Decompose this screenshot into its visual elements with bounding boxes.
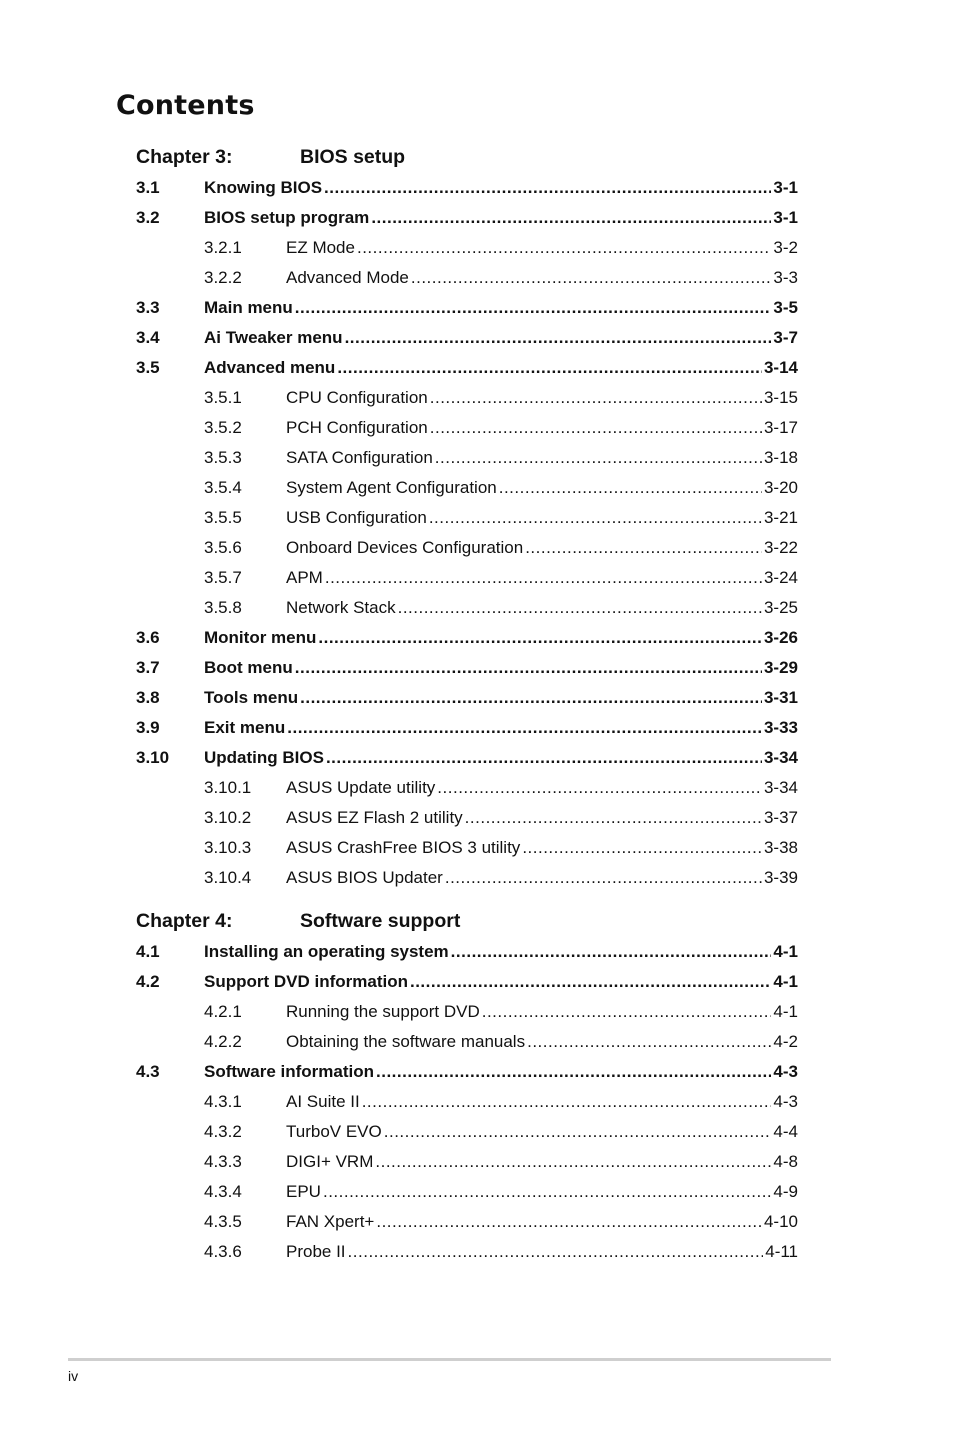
toc-entry-number: 3.4 bbox=[136, 328, 160, 347]
toc-entry-title: SATA Configuration bbox=[286, 448, 433, 467]
toc-entry-number: 3.10.2 bbox=[204, 808, 252, 827]
toc-entry-title: Running the support DVD bbox=[286, 1002, 480, 1021]
toc-subsection-entry[interactable] bbox=[136, 803, 798, 833]
toc-entry-number: 3.10.3 bbox=[204, 838, 252, 857]
toc-entry-number: 4.3 bbox=[136, 1062, 160, 1081]
toc-subsection-entry[interactable] bbox=[136, 863, 798, 893]
toc-entry-number: 3.5 bbox=[136, 358, 160, 377]
toc-subsection-entry[interactable] bbox=[136, 533, 798, 563]
toc-section-entry[interactable] bbox=[136, 323, 798, 353]
toc-entry-number: 3.2.1 bbox=[204, 238, 242, 257]
toc-entry-page: 3-3 bbox=[773, 268, 798, 287]
toc-subsection-entry[interactable] bbox=[136, 443, 798, 473]
toc-subsection-entry[interactable] bbox=[136, 233, 798, 263]
toc-entry-page: 3-26 bbox=[763, 628, 798, 647]
toc-entry-title: CPU Configuration bbox=[286, 388, 428, 407]
toc-entry-number: 4.3.2 bbox=[204, 1122, 242, 1141]
dot-leader bbox=[376, 1057, 771, 1087]
toc-entry-title: Network Stack bbox=[286, 598, 396, 617]
toc-entry-page: 4-1 bbox=[773, 972, 798, 991]
toc-entry-title: AI Suite II bbox=[286, 1092, 360, 1111]
dot-leader bbox=[324, 173, 771, 203]
table-of-contents bbox=[136, 141, 798, 1267]
toc-entry-number: 3.7 bbox=[136, 658, 160, 677]
toc-entry-number: 3.10.1 bbox=[204, 778, 252, 797]
toc-entry-number: 3.5.8 bbox=[204, 598, 242, 617]
toc-subsection-entry[interactable] bbox=[136, 833, 798, 863]
toc-entry-page: 3-31 bbox=[763, 688, 798, 707]
toc-subsection-entry[interactable] bbox=[136, 383, 798, 413]
toc-entry-number: 4.3.3 bbox=[204, 1152, 242, 1171]
toc-entry-number: 3.3 bbox=[136, 298, 160, 317]
toc-entry-title: Support DVD information bbox=[204, 972, 408, 991]
dot-leader bbox=[410, 967, 771, 997]
dot-leader bbox=[362, 1087, 772, 1117]
toc-section-entry[interactable] bbox=[136, 203, 798, 233]
dot-leader bbox=[376, 1207, 762, 1237]
toc-entry-page: 4-9 bbox=[773, 1182, 798, 1201]
toc-entry-title: Probe II bbox=[286, 1242, 346, 1261]
toc-section-entry[interactable] bbox=[136, 173, 798, 203]
dot-leader bbox=[375, 1147, 771, 1177]
toc-entry-title: Exit menu bbox=[204, 718, 286, 737]
toc-entry-title: TurboV EVO bbox=[286, 1122, 382, 1141]
toc-entry-number: 4.2 bbox=[136, 972, 160, 991]
chapter-title: BIOS setup bbox=[300, 146, 406, 168]
dot-leader bbox=[348, 1237, 764, 1267]
toc-section-entry[interactable] bbox=[136, 653, 798, 683]
toc-subsection-entry[interactable] bbox=[136, 1027, 798, 1057]
toc-entry-page: 3-38 bbox=[763, 838, 798, 857]
toc-entry-title: Obtaining the software manuals bbox=[286, 1032, 526, 1051]
toc-entry-number: 3.6 bbox=[136, 628, 160, 647]
toc-entry-title: Updating BIOS bbox=[204, 748, 324, 767]
toc-entry-page: 4-10 bbox=[763, 1212, 798, 1231]
toc-entry-title: BIOS setup program bbox=[204, 208, 370, 227]
toc-entry-title: ASUS CrashFree BIOS 3 utility bbox=[286, 838, 521, 857]
toc-entry-page: 3-1 bbox=[773, 208, 798, 227]
toc-entry-title: Ai Tweaker menu bbox=[204, 328, 343, 347]
dot-leader bbox=[522, 833, 762, 863]
toc-entry-page: 3-1 bbox=[773, 178, 798, 197]
toc-entry-page: 4-4 bbox=[773, 1122, 798, 1141]
toc-entry-title: ASUS EZ Flash 2 utility bbox=[286, 808, 463, 827]
toc-entry-page: 3-22 bbox=[763, 538, 798, 557]
toc-section-entry[interactable] bbox=[136, 1057, 798, 1087]
dot-leader bbox=[345, 323, 772, 353]
dot-leader bbox=[384, 1117, 772, 1147]
toc-entry-title: Main menu bbox=[204, 298, 293, 317]
toc-entry-page: 3-25 bbox=[763, 598, 798, 617]
dot-leader bbox=[411, 263, 772, 293]
toc-entry-page: 3-39 bbox=[763, 868, 798, 887]
toc-entry-title: Tools menu bbox=[204, 688, 299, 707]
dot-leader bbox=[437, 773, 762, 803]
toc-entry-number: 3.1 bbox=[136, 178, 160, 197]
toc-entry-number: 3.2 bbox=[136, 208, 160, 227]
toc-entry-page: 3-17 bbox=[763, 418, 798, 437]
toc-entry-title: EPU bbox=[286, 1182, 321, 1201]
toc-subsection-entry[interactable] bbox=[136, 1207, 798, 1237]
toc-subsection-entry[interactable] bbox=[136, 593, 798, 623]
toc-entry-number: 3.9 bbox=[136, 718, 160, 737]
toc-subsection-entry[interactable] bbox=[136, 1117, 798, 1147]
toc-entry-page: 3-33 bbox=[763, 718, 798, 737]
dot-leader bbox=[325, 563, 762, 593]
dot-leader bbox=[326, 743, 762, 773]
toc-entry-page: 4-8 bbox=[773, 1152, 798, 1171]
toc-entry-page: 3-20 bbox=[763, 478, 798, 497]
toc-entry-number: 4.3.5 bbox=[204, 1212, 242, 1231]
toc-entry-page: 3-24 bbox=[763, 568, 798, 587]
toc-subsection-entry[interactable] bbox=[136, 473, 798, 503]
dot-leader bbox=[337, 353, 762, 383]
toc-entry-number: 3.2.2 bbox=[204, 268, 242, 287]
toc-entry-number: 4.3.1 bbox=[204, 1092, 242, 1111]
dot-leader bbox=[482, 997, 772, 1027]
toc-section-entry[interactable] bbox=[136, 967, 798, 997]
toc-subsection-entry[interactable] bbox=[136, 1237, 798, 1267]
toc-section-entry[interactable] bbox=[136, 683, 798, 713]
toc-entry-title: Advanced menu bbox=[204, 358, 336, 377]
toc-section-entry[interactable] bbox=[136, 353, 798, 383]
dot-leader bbox=[445, 863, 762, 893]
toc-entry-page: 4-11 bbox=[765, 1242, 798, 1261]
toc-entry-number: 3.5.7 bbox=[204, 568, 242, 587]
toc-entry-page: 3-5 bbox=[773, 298, 798, 317]
chapter-spacer bbox=[136, 893, 798, 905]
toc-entry-number: 4.3.6 bbox=[204, 1242, 242, 1261]
dot-leader bbox=[287, 713, 762, 743]
toc-entry-number: 3.5.4 bbox=[204, 478, 242, 497]
toc-subsection-entry[interactable] bbox=[136, 263, 798, 293]
dot-leader bbox=[430, 383, 762, 413]
dot-leader bbox=[398, 593, 762, 623]
toc-entry-title: Monitor menu bbox=[204, 628, 317, 647]
toc-entry-number: 4.1 bbox=[136, 942, 160, 961]
toc-entry-page: 4-2 bbox=[773, 1032, 798, 1051]
toc-entry-title: USB Configuration bbox=[286, 508, 427, 527]
toc-section-entry[interactable] bbox=[136, 937, 798, 967]
dot-leader bbox=[295, 653, 762, 683]
toc-entry-title: ASUS Update utility bbox=[286, 778, 436, 797]
toc-entry-title: PCH Configuration bbox=[286, 418, 428, 437]
toc-entry-page: 4-1 bbox=[773, 1002, 798, 1021]
toc-section-entry[interactable] bbox=[136, 743, 798, 773]
toc-entry-page: 4-3 bbox=[773, 1092, 798, 1111]
toc-subsection-entry[interactable] bbox=[136, 1177, 798, 1207]
dot-leader bbox=[318, 623, 762, 653]
dot-leader bbox=[435, 443, 762, 473]
chapter-title: Software support bbox=[300, 910, 461, 932]
toc-entry-number: 3.10.4 bbox=[204, 868, 252, 887]
chapter-label: Chapter 3: bbox=[136, 146, 233, 168]
toc-entry-number: 4.3.4 bbox=[204, 1182, 242, 1201]
toc-entry-title: APM bbox=[286, 568, 323, 587]
toc-entry-page: 3-7 bbox=[773, 328, 798, 347]
toc-entry-number: 3.10 bbox=[136, 748, 170, 767]
dot-leader bbox=[295, 293, 772, 323]
chapter-heading bbox=[136, 905, 798, 937]
toc-subsection-entry[interactable] bbox=[136, 413, 798, 443]
page-title: Contents bbox=[116, 90, 255, 121]
toc-entry-number: 3.8 bbox=[136, 688, 160, 707]
toc-entry-page: 3-2 bbox=[773, 238, 798, 257]
toc-entry-page: 4-1 bbox=[773, 942, 798, 961]
toc-entry-title: DIGI+ VRM bbox=[286, 1152, 374, 1171]
toc-entry-number: 3.5.6 bbox=[204, 538, 242, 557]
toc-entry-number: 3.5.5 bbox=[204, 508, 242, 527]
toc-entry-page: 3-14 bbox=[763, 358, 798, 377]
chapter-heading bbox=[136, 141, 798, 173]
toc-entry-number: 4.2.1 bbox=[204, 1002, 242, 1021]
dot-leader bbox=[525, 533, 762, 563]
dot-leader bbox=[451, 937, 772, 967]
dot-leader bbox=[323, 1177, 771, 1207]
dot-leader bbox=[465, 803, 762, 833]
dot-leader bbox=[430, 413, 762, 443]
footer-divider bbox=[68, 1358, 831, 1361]
toc-entry-page: 3-29 bbox=[763, 658, 798, 677]
toc-entry-page: 3-21 bbox=[763, 508, 798, 527]
toc-entry-number: 3.5.2 bbox=[204, 418, 242, 437]
toc-entry-title: Knowing BIOS bbox=[204, 178, 323, 197]
toc-entry-page: 3-18 bbox=[763, 448, 798, 467]
toc-section-entry[interactable] bbox=[136, 713, 798, 743]
toc-section-entry[interactable] bbox=[136, 623, 798, 653]
dot-leader bbox=[300, 683, 762, 713]
toc-entry-page: 3-15 bbox=[763, 388, 798, 407]
toc-entry-page: 3-34 bbox=[763, 778, 798, 797]
toc-subsection-entry[interactable] bbox=[136, 563, 798, 593]
dot-leader bbox=[429, 503, 762, 533]
toc-entry-page: 3-34 bbox=[763, 748, 798, 767]
toc-subsection-entry[interactable] bbox=[136, 773, 798, 803]
toc-subsection-entry[interactable] bbox=[136, 1147, 798, 1177]
dot-leader bbox=[371, 203, 771, 233]
toc-entry-title: Software information bbox=[204, 1062, 375, 1081]
dot-leader bbox=[499, 473, 762, 503]
toc-entry-page: 4-3 bbox=[773, 1062, 798, 1081]
toc-entry-title: System Agent Configuration bbox=[286, 478, 497, 497]
toc-entry-page: 3-37 bbox=[763, 808, 798, 827]
toc-entry-number: 3.5.3 bbox=[204, 448, 242, 467]
toc-entry-title: Installing an operating system bbox=[204, 942, 449, 961]
toc-entry-title: EZ Mode bbox=[286, 238, 355, 257]
toc-entry-number: 3.5.1 bbox=[204, 388, 242, 407]
footer-page-number: iv bbox=[68, 1368, 79, 1384]
toc-entry-number: 4.2.2 bbox=[204, 1032, 242, 1051]
toc-subsection-entry[interactable] bbox=[136, 503, 798, 533]
dot-leader bbox=[357, 233, 771, 263]
dot-leader bbox=[527, 1027, 771, 1057]
toc-subsection-entry[interactable] bbox=[136, 1087, 798, 1117]
toc-entry-title: FAN Xpert+ bbox=[286, 1212, 375, 1231]
toc-entry-title: Onboard Devices Configuration bbox=[286, 538, 524, 557]
toc-subsection-entry[interactable] bbox=[136, 997, 798, 1027]
chapter-label: Chapter 4: bbox=[136, 910, 233, 932]
toc-entry-title: Advanced Mode bbox=[286, 268, 409, 287]
toc-entry-title: Boot menu bbox=[204, 658, 293, 677]
toc-entry-title: ASUS BIOS Updater bbox=[286, 868, 443, 887]
toc-section-entry[interactable] bbox=[136, 293, 798, 323]
